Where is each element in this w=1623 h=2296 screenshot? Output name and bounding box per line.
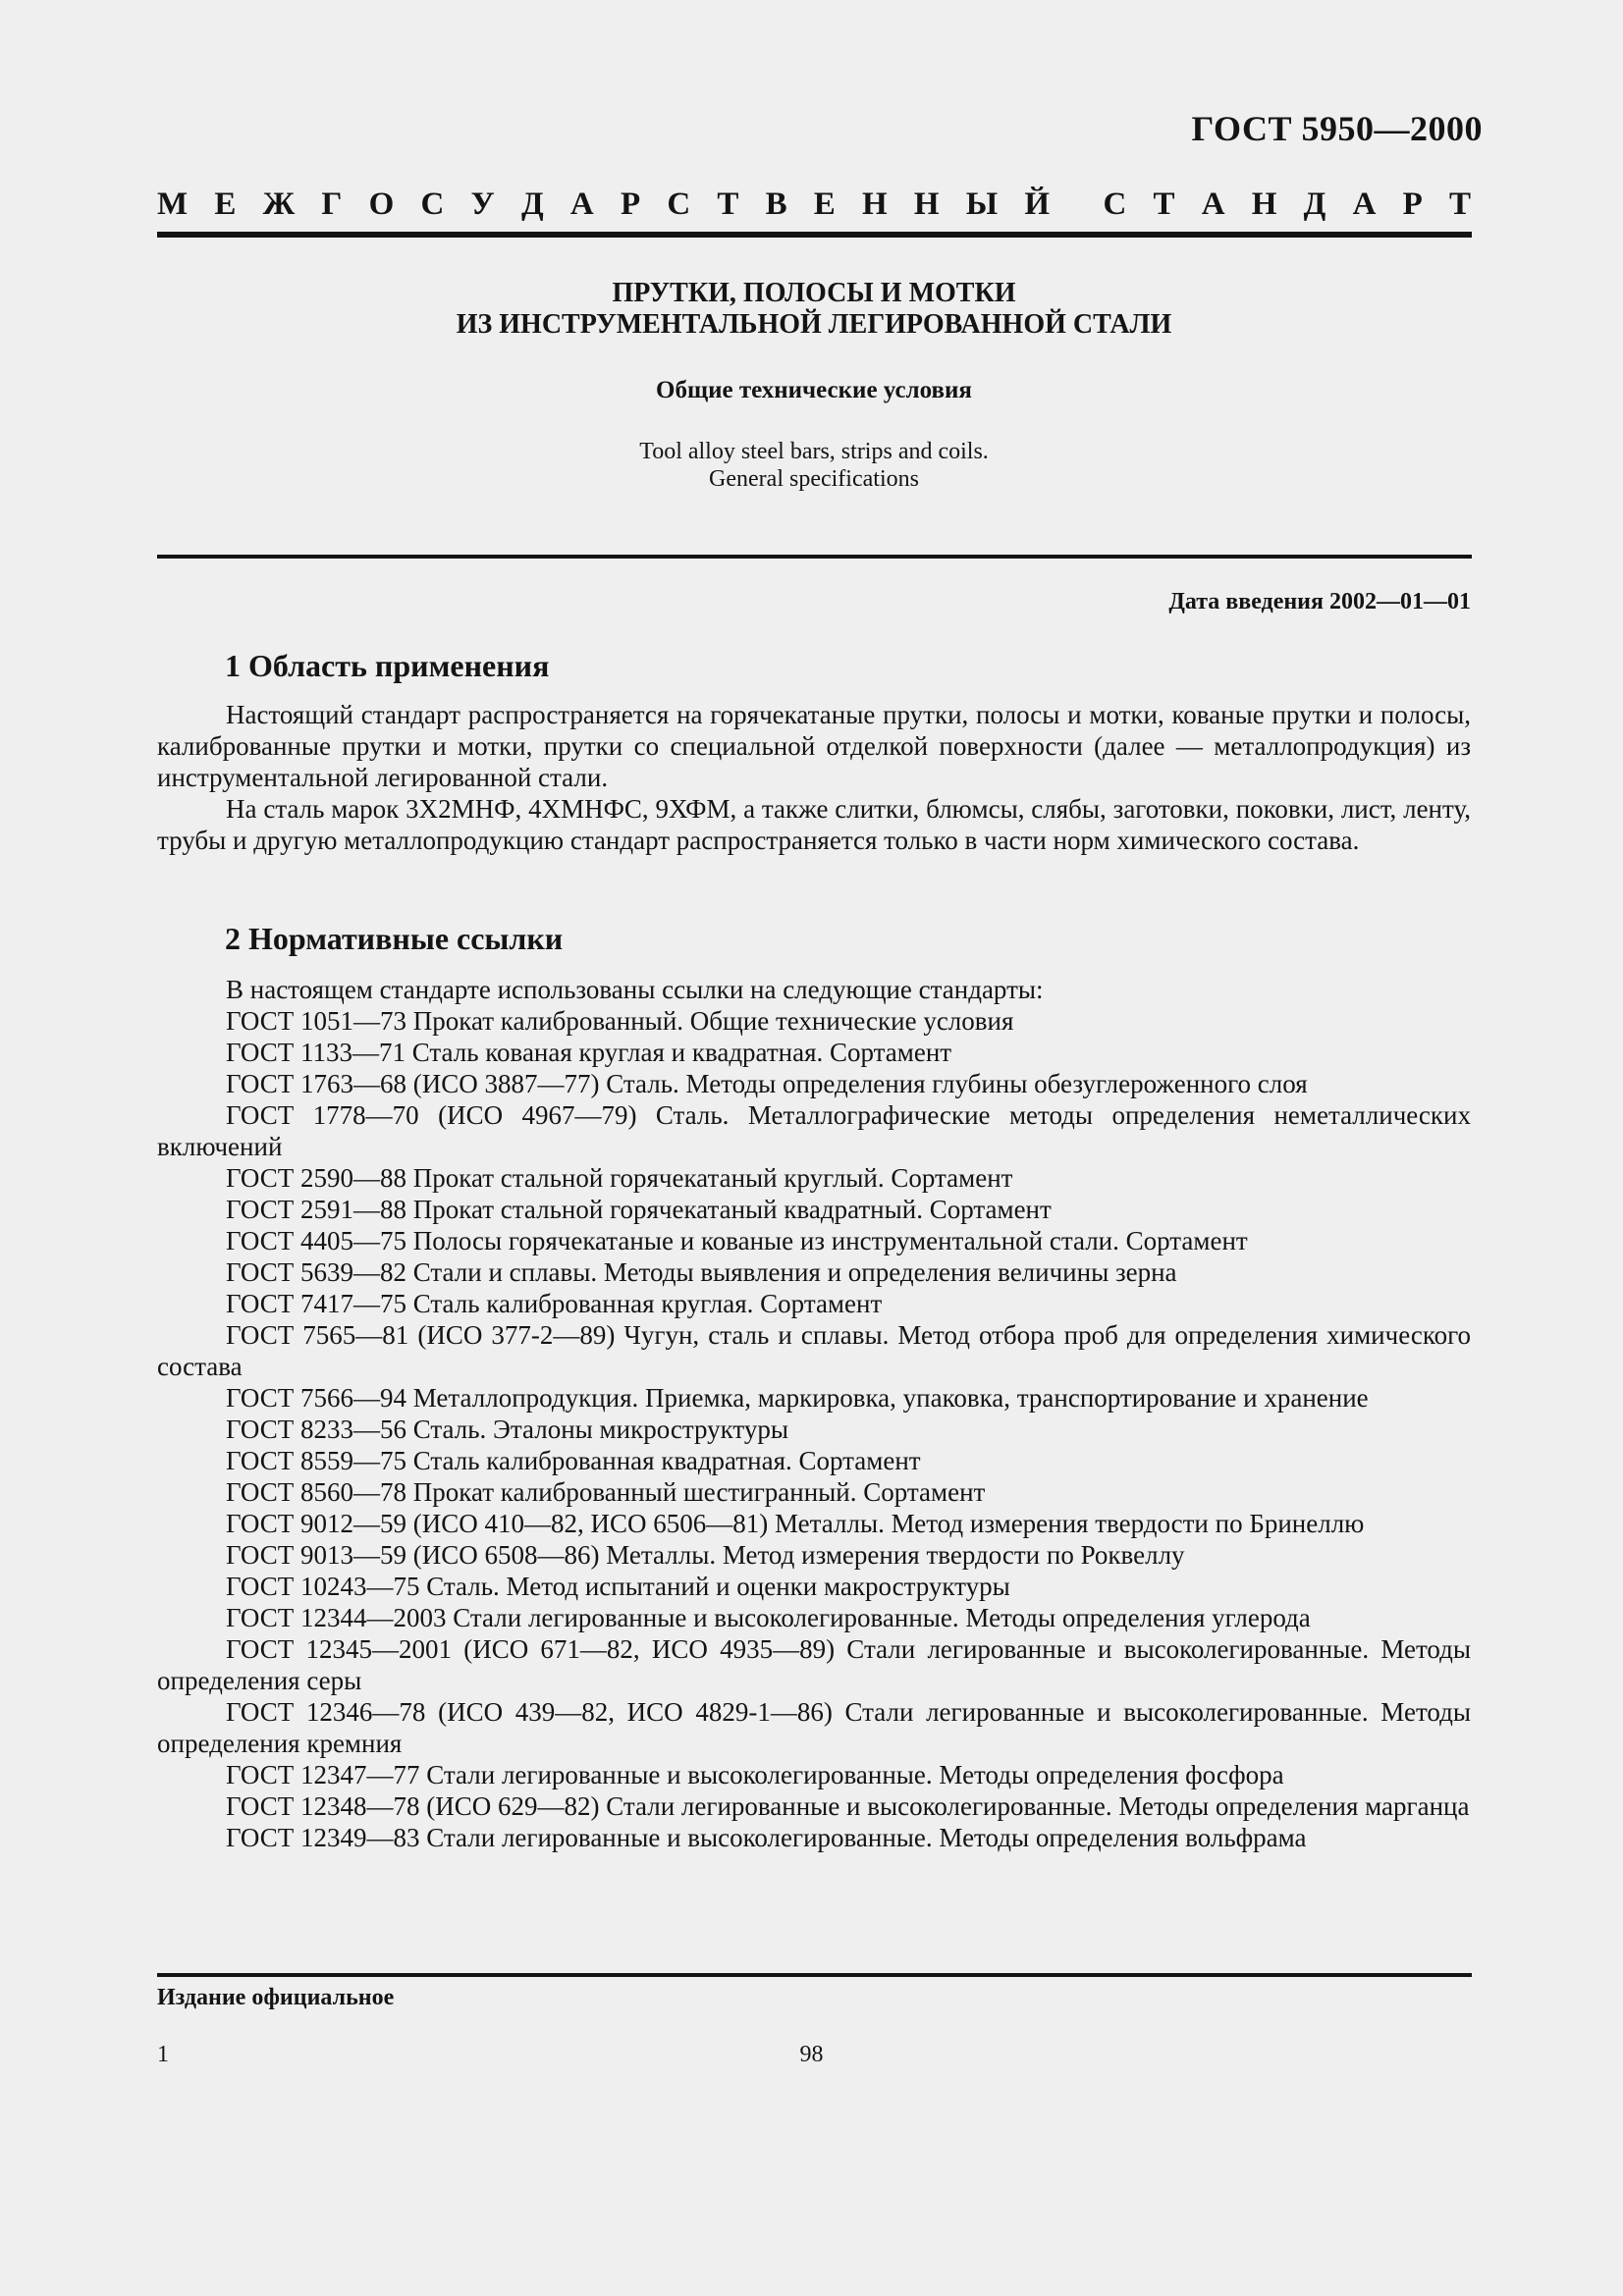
standard-type-letter: С xyxy=(667,187,691,222)
reference-item: ГОСТ 12345—2001 (ИСО 671—82, ИСО 4935—89) Стали легированные и высоколегированные. Методы определения серы xyxy=(157,1634,1471,1695)
header-rule xyxy=(157,232,1472,238)
document-subtitle: Общие технические условия xyxy=(656,377,972,403)
reference-item: ГОСТ 1778—70 (ИСО 4967—79) Сталь. Металлографические методы определения неметаллических включений xyxy=(157,1100,1471,1161)
section-2-body xyxy=(157,974,1471,1853)
standard-type-letter: Н xyxy=(913,187,940,222)
document-title xyxy=(157,278,1471,341)
title-line-2: ИЗ ИНСТРУМЕНТАЛЬНОЙ ЛЕГИРОВАННОЙ СТАЛИ xyxy=(456,309,1172,340)
standard-type-letter: Ы xyxy=(965,187,999,222)
section-1-body xyxy=(157,699,1471,856)
introduction-date: Дата введения 2002—01—01 xyxy=(1168,589,1471,614)
english-title-line-2: General specifications xyxy=(709,466,919,492)
standard-type-letter: Й xyxy=(1024,187,1051,222)
section-1-paragraph: На сталь марок 3Х2МНФ, 4ХМНФС, 9ХФМ, а также слитки, блюмсы, слябы, заготовки, поковки, лист, ленту, трубы и другую металлопродукцию стандарт распространяется только в части норм химического состава. xyxy=(157,794,1471,855)
standard-type-letter: Е xyxy=(813,187,836,222)
title-line-1: ПРУТКИ, ПОЛОСЫ И МОТКИ xyxy=(612,278,1016,308)
section-1-heading: 1 Область применения xyxy=(225,648,550,683)
reference-item: ГОСТ 1133—71 Сталь кованая круглая и квадратная. Сортамент xyxy=(226,1038,952,1067)
reference-item: ГОСТ 8559—75 Сталь калиброванная квадратная. Сортамент xyxy=(226,1446,921,1475)
standard-type-letter: Г xyxy=(321,187,343,222)
standard-type-letter: С xyxy=(1103,187,1127,222)
standard-type-letter: Д xyxy=(520,187,544,222)
reference-item: ГОСТ 8560—78 Прокат калиброванный шестигранный. Сортамент xyxy=(226,1477,986,1507)
standard-type-letter: Д xyxy=(1303,187,1326,222)
reference-item: ГОСТ 2591—88 Прокат стальной горячекатаный квадратный. Сортамент xyxy=(226,1195,1052,1224)
standard-type-letter: Т xyxy=(1153,187,1175,222)
section-1-paragraph: Настоящий стандарт распространяется на горячекатаные прутки, полосы и мотки, кованые прутки и полосы, калиброванные прутки и мотки, прутки со специальной отделкой поверхности (далее — металлопродукция) из инструментальной легированной стали. xyxy=(157,700,1471,792)
reference-item: ГОСТ 1051—73 Прокат калиброванный. Общие технические условия xyxy=(226,1006,1014,1036)
reference-item: ГОСТ 4405—75 Полосы горячекатаные и кованые из инструментальной стали. Сортамент xyxy=(226,1226,1248,1255)
reference-item: ГОСТ 7417—75 Сталь калиброванная круглая. Сортамент xyxy=(226,1289,883,1318)
title-rule xyxy=(157,555,1472,559)
reference-item: ГОСТ 12344—2003 Стали легированные и высоколегированные. Методы определения углерода xyxy=(226,1603,1311,1632)
reference-item: ГОСТ 8233—56 Сталь. Эталоны микроструктуры xyxy=(226,1415,788,1444)
reference-item: ГОСТ 7565—81 (ИСО 377-2—89) Чугун, сталь и сплавы. Метод отбора проб для определения химического состава xyxy=(157,1320,1471,1381)
reference-item: ГОСТ 5639—82 Стали и сплавы. Методы выявления и определения величины зерна xyxy=(226,1257,1177,1287)
standard-type-letter: С xyxy=(420,187,445,222)
section-2-heading: 2 Нормативные ссылки xyxy=(225,921,564,956)
sheet-number: 1 xyxy=(157,2042,169,2067)
english-title xyxy=(157,438,1471,493)
standard-type-letter: Т xyxy=(717,187,739,222)
standard-type-letter: А xyxy=(1201,187,1225,222)
footer-rule xyxy=(157,1973,1472,1977)
references-intro: В настоящем стандарте использованы ссылки на следующие стандарты: xyxy=(226,975,1044,1004)
edition-label: Издание официальное xyxy=(157,1985,395,2010)
reference-item: ГОСТ 12347—77 Стали легированные и высоколегированные. Методы определения фосфора xyxy=(226,1760,1284,1789)
standard-type-letter: Р xyxy=(620,187,641,222)
page-number: 98 xyxy=(799,2042,824,2067)
reference-item: ГОСТ 2590—88 Прокат стальной горячекатаный круглый. Сортамент xyxy=(226,1163,1013,1193)
reference-item: ГОСТ 9012—59 (ИСО 410—82, ИСО 6506—81) Металлы. Метод измерения твердости по Бринеллю xyxy=(226,1509,1365,1538)
standard-type-letter: Е xyxy=(214,187,237,222)
standard-type-letter: О xyxy=(368,187,395,222)
standard-type-letter: Н xyxy=(1251,187,1277,222)
reference-item: ГОСТ 9013—59 (ИСО 6508—86) Металлы. Метод измерения твердости по Роквеллу xyxy=(226,1540,1185,1570)
reference-item: ГОСТ 12349—83 Стали легированные и высоколегированные. Методы определения вольфрама xyxy=(226,1823,1307,1852)
reference-item: ГОСТ 10243—75 Сталь. Метод испытаний и оценки макроструктуры xyxy=(226,1572,1010,1601)
standard-type-letter: Ж xyxy=(262,187,296,222)
reference-item: ГОСТ 7566—94 Металлопродукция. Приемка, маркировка, упаковка, транспортирование и хранение xyxy=(226,1383,1369,1413)
document-code: ГОСТ 5950—2000 xyxy=(1191,109,1483,148)
standard-type-letter: В xyxy=(765,187,787,222)
standard-type-heading xyxy=(157,187,1471,223)
standard-type-letter: Т xyxy=(1448,187,1471,222)
standard-type-letter: Р xyxy=(1402,187,1423,222)
standard-type-letter: У xyxy=(470,187,495,222)
reference-item: ГОСТ 1763—68 (ИСО 3887—77) Сталь. Методы определения глубины обезуглероженного слоя xyxy=(226,1069,1308,1098)
reference-item: ГОСТ 12346—78 (ИСО 439—82, ИСО 4829-1—86) Стали легированные и высоколегированные. Методы определения кремния xyxy=(157,1697,1471,1758)
standard-type-letter: А xyxy=(1352,187,1377,222)
reference-item: ГОСТ 12348—78 (ИСО 629—82) Стали легированные и высоколегированные. Методы определения марганца xyxy=(226,1791,1470,1821)
english-title-line-1: Tool alloy steel bars, strips and coils. xyxy=(639,439,989,464)
standard-type-letter: Н xyxy=(862,187,888,222)
standard-type-letter: М xyxy=(157,187,189,222)
standard-type-letter: А xyxy=(569,187,594,222)
